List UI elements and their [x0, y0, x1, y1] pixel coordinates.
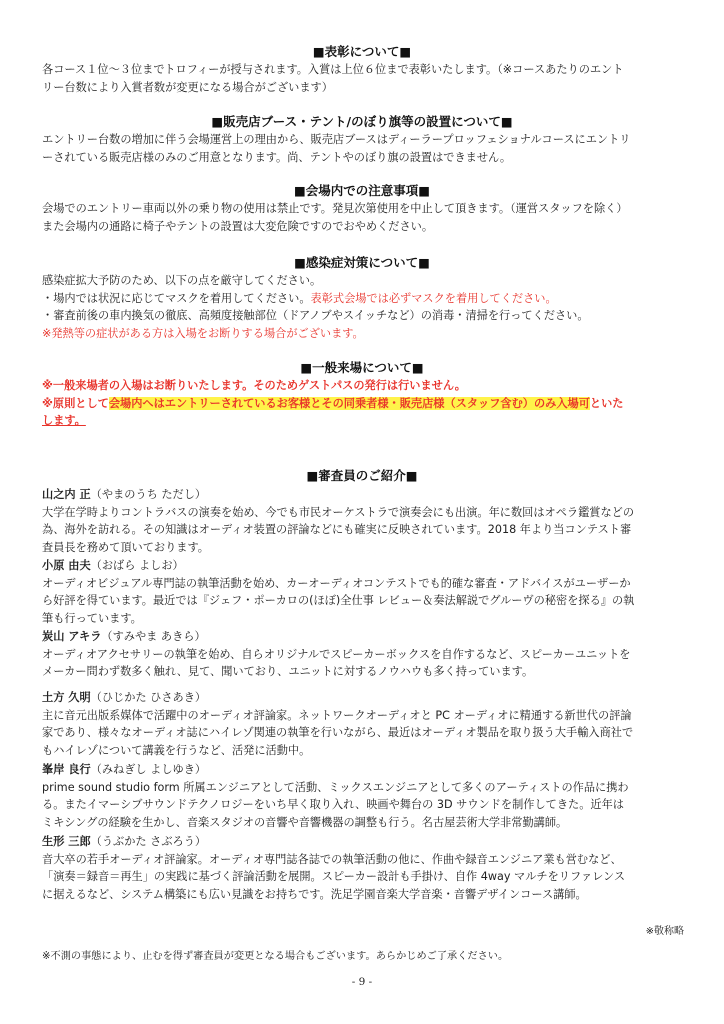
judge-bio-line: 家であり、様々なオーディオ誌にハイレゾ関連の執筆を行いながら、最近はオーディオ製品を取り扱う大手輸入商社で	[42, 726, 634, 739]
judge-entry	[42, 557, 692, 627]
infection-intro: 感染症拡大予防のため、以下の点を厳守してください。	[42, 274, 322, 287]
general-section-title: ■一般来場について■	[300, 360, 424, 375]
award-section-title: ■表彰について■	[312, 44, 412, 59]
judge-name: 山之内 正	[42, 488, 91, 501]
judge-bio-line: メーカー問わず数多く触れ、見て、聞いており、ユニットに対するノウハウも多く持っています。	[42, 665, 534, 678]
judge-reading: （ひじかた ひさあき）	[90, 691, 207, 704]
judge-name: 小原 由夫	[42, 559, 91, 572]
judge-entry	[42, 833, 692, 903]
honorific-note: ※敬称略	[645, 926, 684, 937]
judge-bio-line: に据えるなど、システム構築にも広い見識をお持ちです。洗足学園音楽大学音楽・音響デザインコース講師。	[42, 887, 587, 901]
judge-name: 炭山 アキラ	[42, 630, 102, 643]
venue-line-2: また会場内の通路に椅子やテントの設置は大変危険ですのでおやめください。	[42, 219, 434, 233]
page-number: - 9 -	[351, 976, 373, 988]
judge-bio-line: 音大卒の若手オーディオ評論家。オーディオ専門誌各誌での執筆活動の他に、作曲や録音エンジニア業も営むなど、	[42, 852, 622, 866]
judge-bio-line: 筆も行っています。	[42, 611, 142, 625]
judge-name-line	[42, 628, 692, 646]
judge-entry	[42, 486, 692, 556]
judge-bio-line: 為、海外を訪れる。その知識はオーディオ装置の評論などにも確実に反映されています。2018 年より当コンテスト審	[42, 523, 632, 536]
judge-bio-line: ら好評を得ています。最近では『ジェフ・ポーカロの(ほぼ)全仕事 レビュー＆奏法解説でグルーヴの秘密を探る』の執	[42, 594, 635, 607]
judge-name-line	[42, 833, 692, 851]
booth-section-title: ■販売店ブース・テント/のぼり旗等の設置について■	[211, 114, 513, 129]
booth-line-2: ーされている販売店様のみのご用意となります。尚、テントやのぼり旗の設置はできません。	[42, 150, 512, 164]
judge-name: 峯岸 良行	[42, 763, 91, 776]
award-line-2: リー台数により入賞者数が変更になる場合がございます）	[42, 80, 333, 94]
venue-section-title: ■会場内での注意事項■	[293, 183, 431, 198]
venue-line-1: 会場でのエントリー車両以外の乗り物の使用は禁止です。発見次第使用を中止して頂きます。（運営スタッフを除く）	[42, 202, 628, 215]
infection-fever-warning: ※発熱等の症状がある方は入場をお断りする場合がございます。	[42, 326, 364, 340]
infection-mask-line	[42, 290, 692, 308]
judge-name-line	[42, 689, 692, 707]
judge-bio-line: 主に音元出版系媒体で活躍中のオーディオ評論家。ネットワークオーディオと PC オーディオに精通する新世代の評論	[42, 708, 632, 722]
award-line-1: 各コース１位～３位までトロフィーが授与されます。入賞は上位６位まで表彰いたします。（※コースあたりのエント	[42, 63, 624, 76]
judge-reading: （うぶかた さぶろう）	[90, 835, 207, 848]
booth-line-1: エントリー台数の増加に伴う会場運営上の理由から、販売店ブースはディーラープロッフェショナルコースにエントリ	[42, 133, 631, 146]
judges-section-title: ■審査員のご紹介■	[306, 468, 418, 483]
judge-reading: （すみやま あきら）	[101, 630, 206, 643]
judge-entry	[42, 689, 692, 759]
judge-bio-line: オーディオビジュアル専門誌の執筆活動を始め、カーオーディオコンテストでも的確な審査・アドバイスがユーザーか	[42, 576, 631, 590]
judge-name-line	[42, 486, 692, 504]
judge-bio-line: オーディオアクセサリーの執筆を始め、自らオリジナルでスピーカーボックスを自作するなど、スピーカーユニットを	[42, 647, 631, 661]
judge-bio-line: 大学在学時よりコントラバスの演奏を始め、今でも市民オーケストラで演奏会にも出演。年に数回はオペラ鑑賞などの	[42, 505, 635, 519]
general-paragraph	[42, 377, 692, 430]
infection-mask-text: ・場内では状況に応じてマスクを着用してください。	[42, 291, 311, 305]
infection-section-title: ■感染症対策について■	[294, 255, 430, 270]
judge-name-line	[42, 557, 692, 575]
judge-reading: （やまのうち ただし）	[90, 488, 207, 501]
judge-bio-line: もハイレゾについて講義を行うなど、活発に活動中。	[42, 743, 311, 757]
judge-bio-line: 査員長を務めて頂いております。	[42, 540, 209, 554]
award-paragraph	[42, 61, 692, 96]
general-no-entry-notice: ※一般来場者の入場はお断りいたします。そのためゲストパスの発行は行いません。	[42, 379, 466, 392]
infection-mask-warning: 表彰式会場では必ずマスクを着用してください。	[310, 291, 557, 305]
judge-name: 土方 久明	[42, 691, 91, 704]
general-rule-highlight: 会場内へはエントリーされているお客様とその同乗者様・販売店様（スタッフ含む）のみ入場可	[108, 396, 590, 410]
infection-paragraph	[42, 272, 692, 342]
judge-bio-line: ミキシングの経験を生かし、音楽スタジオの音響や音響機器の調整も行う。名古屋芸術大学非常勤講師。	[42, 815, 568, 829]
venue-paragraph	[42, 200, 692, 235]
judge-reading: （みねぎし よしゆき）	[90, 763, 207, 776]
judge-name: 生形 三郎	[42, 835, 91, 848]
judge-reading: （おばら よしお）	[90, 559, 184, 572]
booth-paragraph	[42, 131, 692, 166]
judge-entry	[42, 761, 692, 831]
general-rule-suffix: といた	[589, 396, 624, 410]
judge-bio-line: 「演奏＝録音＝再生」の実践に基づく評論活動を展開。スピーカー設計も手掛け、自作 4way マルチをリファレンス	[42, 870, 626, 883]
general-rule-end: します。	[42, 414, 86, 427]
judge-name-line	[42, 761, 692, 779]
general-rule-prefix: ※原則として	[42, 396, 109, 410]
judge-change-footnote: ※不測の事態により、止むを得ず審査員が変更となる場合もございます。あらかじめご了承ください。	[42, 951, 509, 962]
general-admission-rule	[42, 395, 692, 413]
judge-bio-line: prime sound studio form 所属エンジニアとして活動、ミックスエンジニアとして多くのアーティストの作品に携わ	[42, 780, 629, 794]
infection-disinfect-line: ・審査前後の車内換気の徹底、高頻度接触部位（ドアノブやスイッチなど）の消毒・清掃を行ってください。	[42, 309, 589, 322]
judge-entry	[42, 628, 692, 681]
judge-bio-line: る。またイマーシブサウンドテクノロジーをいち早く取り入れ、映画や舞台の 3D サウンドを制作してきた。近年は	[42, 798, 624, 811]
